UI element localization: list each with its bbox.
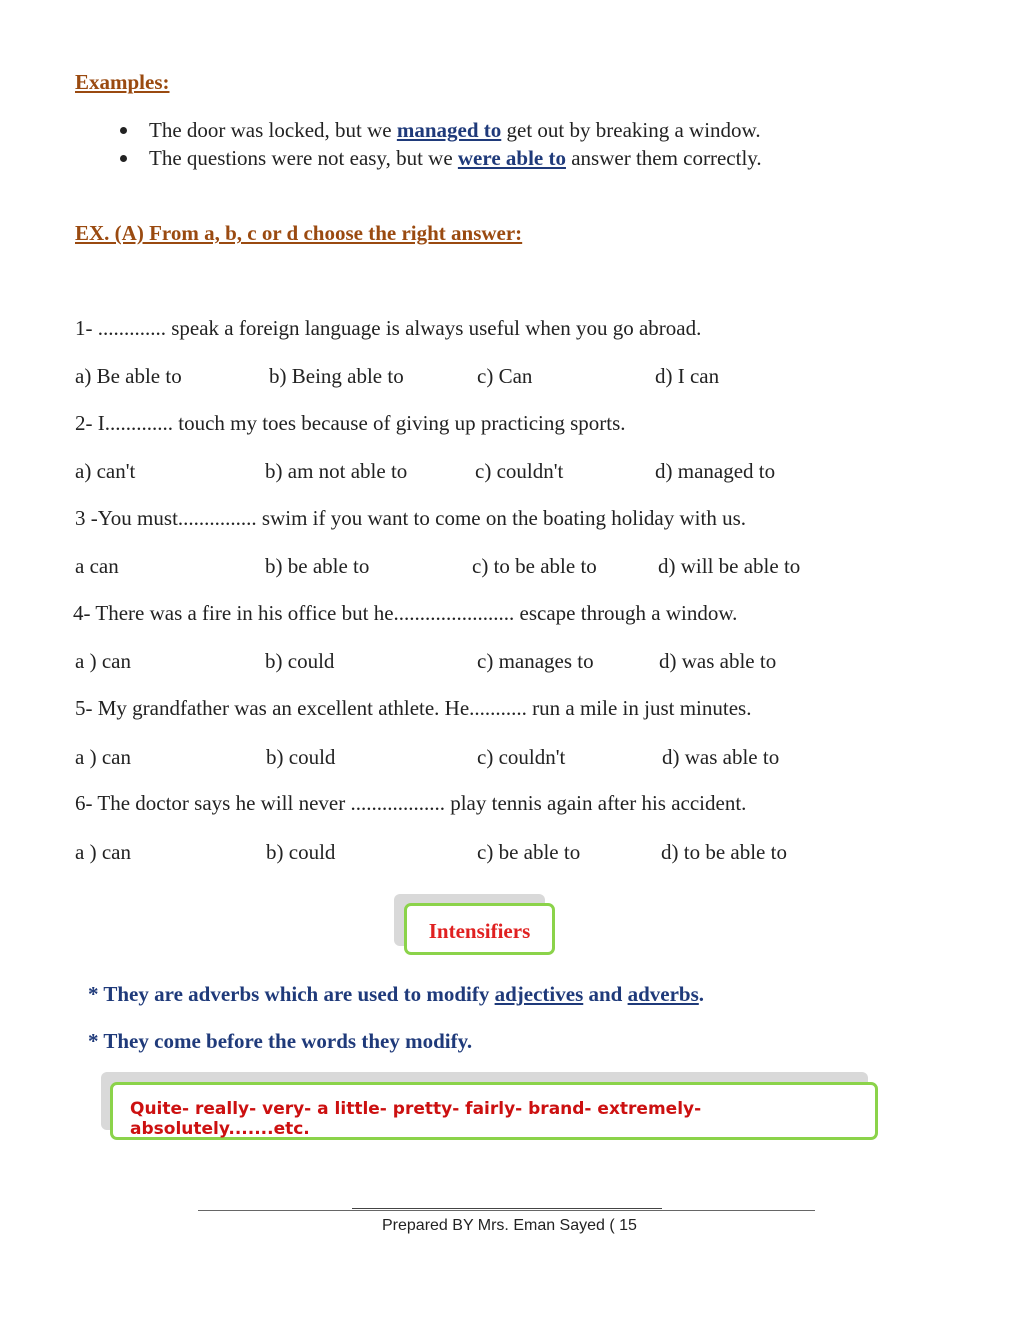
bullet-icon [120,155,127,162]
note-keyword: adverbs [627,982,699,1006]
option-b: b) could [266,840,336,864]
example-item [120,146,762,171]
intensifiers-note-2: * They come before the words they modify. [88,1029,473,1053]
option-c: c) couldn't [477,745,566,769]
option-a: a ) can [75,840,131,864]
option-d: d) was able to [659,649,777,673]
question-4: 4- There was a fire in his office but he....................... escape through a window. [73,601,738,625]
examples-heading: Examples: [75,70,170,94]
intensifiers-label: Intensifiers [428,919,531,943]
note-keyword: adjectives [494,982,584,1006]
option-a: a can [75,554,119,578]
footer-text: Prepared BY Mrs. Eman Sayed ( 15 [382,1217,637,1234]
note-text: . [698,982,705,1006]
example-text: The door was locked, but we [149,118,397,142]
option-b: b) am not able to [265,459,408,483]
option-a: a) can't [75,459,136,483]
example-text: answer them correctly. [565,146,762,170]
option-a: a ) can [75,745,131,769]
option-a: a) Be able to [75,364,182,388]
option-d: d) was able to [662,745,780,769]
option-b: b) could [265,649,335,673]
option-b: b) be able to [265,554,370,578]
intensifiers-label-box [404,903,555,955]
option-b: b) could [266,745,336,769]
exercise-heading: EX. (A) From a, b, c or d choose the right answer: [75,221,523,245]
option-d: d) will be able to [658,554,801,578]
example-keyword: managed to [396,118,502,142]
note-text: and [583,982,628,1006]
option-c: c) to be able to [472,554,597,578]
intensifiers-list-box [110,1082,878,1140]
question-1: 1- ............. speak a foreign language is always useful when you go abroad. [75,316,702,340]
option-c: c) couldn't [475,459,564,483]
footer-rule-inner [352,1208,662,1209]
option-c: c) Can [477,364,533,388]
option-c: c) be able to [477,840,581,864]
question-5: 5- My grandfather was an excellent athlete. He........... run a mile in just minutes. [75,696,752,720]
option-d: d) managed to [655,459,776,483]
question-6: 6- The doctor says he will never .................. play tennis again after his accident. [75,791,747,815]
bullet-icon [120,127,127,134]
option-a: a ) can [75,649,131,673]
example-keyword: were able to [457,146,566,170]
option-d: d) I can [655,364,720,388]
question-2: 2- I............. touch my toes because of giving up practicing sports. [75,411,626,435]
intensifiers-note-1 [88,982,704,1007]
example-text: The questions were not easy, but we [149,146,458,170]
option-b: b) Being able to [269,364,404,388]
question-3: 3 -You must............... swim if you want to come on the boating holiday with us. [75,506,747,530]
option-d: d) to be able to [661,840,787,864]
footer-rule [198,1210,815,1211]
example-item [120,118,761,143]
option-c: c) manages to [477,649,594,673]
note-text: * They are adverbs which are used to modify [88,982,495,1006]
intensifiers-list: Quite- really- very- a little- pretty- fairly- brand- extremely- absolutely.......etc. [130,1099,702,1139]
example-text: get out by breaking a window. [501,118,761,142]
